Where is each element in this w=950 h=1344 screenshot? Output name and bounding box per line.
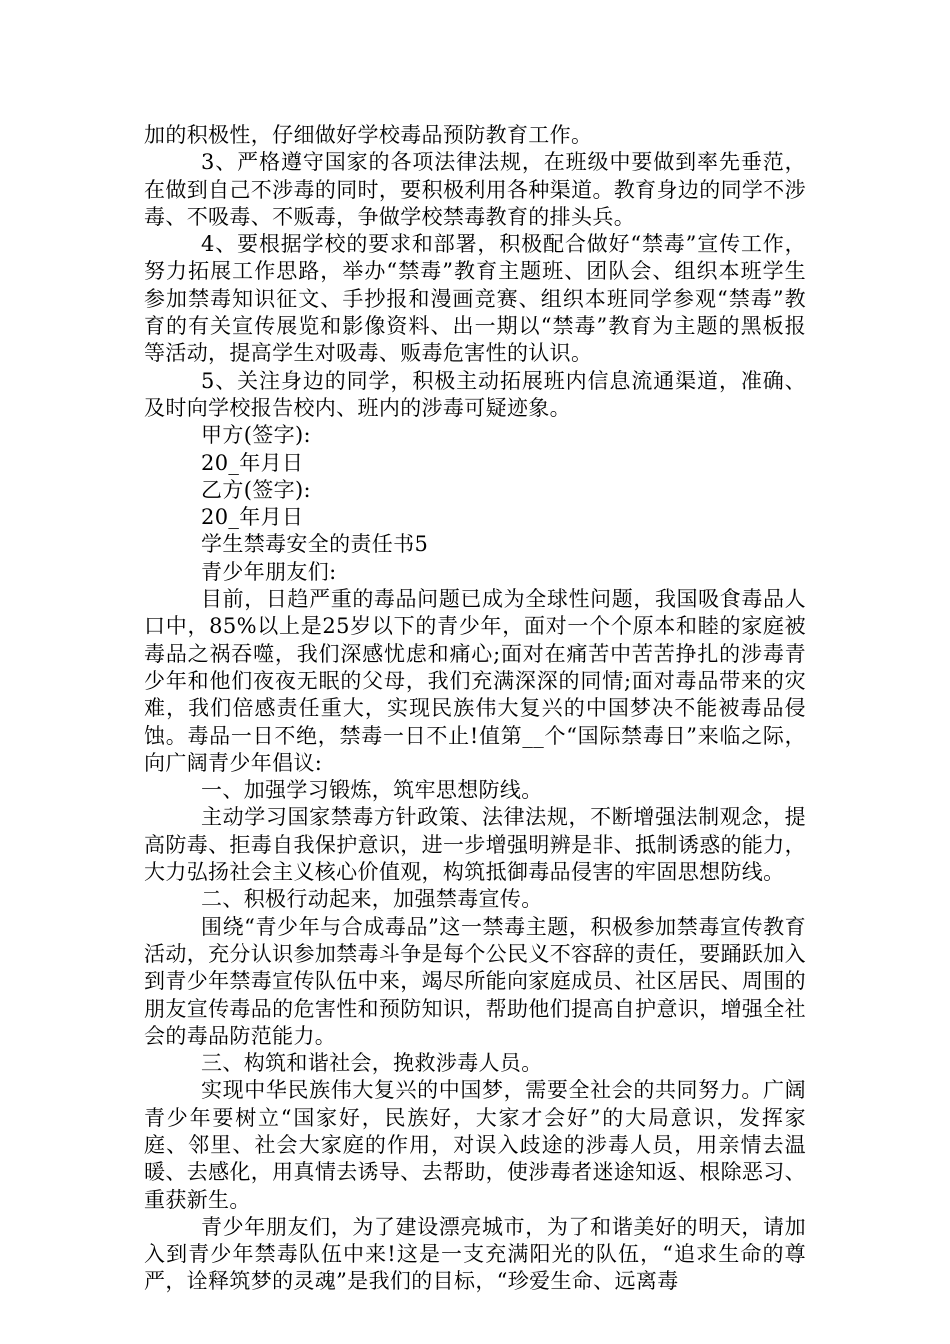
paragraph: 乙方(签字): xyxy=(201,477,311,502)
paragraph: 围绕“青少年与合成毒品”这一禁毒主题，积极参加禁毒宣传教育活动，充分认识参加禁毒斗争是每个公民义不容辞的责任，要踊跃加入到青少年禁毒宣传队伍中来，竭尽所能向家庭成员、社区居民、周围的朋友宣传毒品的危害性和预防知识，帮助他们提高自护意识，增强全社会的毒品防范能力。 xyxy=(144,914,806,1048)
paragraph: 甲方(签字): xyxy=(201,423,311,448)
paragraph: 加的积极性，仔细做好学校毒品预防教育工作。 xyxy=(144,123,593,147)
paragraph: 3、严格遵守国家的各项法律法规，在班级中要做到率先垂范，在做到自己不涉毒的同时，要积极利用各种渠道。教育身边的同学不涉毒、不吸毒、不贩毒，争做学校禁毒教育的排头兵。 xyxy=(144,150,806,229)
paragraph: 5、关注身边的同学，积极主动拓展班内信息流通渠道，准确、及时向学校报告校内、班内的涉毒可疑迹象。 xyxy=(144,368,806,420)
paragraph: 三、构筑和谐社会，挽救涉毒人员。 xyxy=(201,1051,543,1076)
paragraph: 二、积极行动起来，加强禁毒宣传。 xyxy=(201,887,543,912)
paragraph: 目前，日趋严重的毒品问题已成为全球性问题，我国吸食毒品人口中，85%以上是25岁以下的青少年，面对一个个原本和睦的家庭被毒品之祸吞噬，我们深感忧虑和痛心;面对在痛苦中苦苦挣扎的涉毒青少年和他们夜夜无眠的父母，我们充满深深的同情;面对毒品带来的灾难，我们倍感责任重大，实现民族伟大复兴的中国梦决不能被毒品侵蚀。毒品一日不绝，禁毒一日不止!值第__个“国际禁毒日”来临之际，向广阔青少年倡议: xyxy=(144,587,806,775)
paragraph: 学生禁毒安全的责任书5 xyxy=(201,532,429,557)
paragraph: 主动学习国家禁毒方针政策、法律法规，不断增强法制观念，提高防毒、拒毒自我保护意识，进一步增强明辨是非、抵制诱惑的能力，大力弘扬社会主义核心价值观，构筑抵御毒品侵害的牢固思想防线。 xyxy=(144,805,806,885)
paragraph: 青少年朋友们: xyxy=(201,559,337,584)
paragraph: 青少年朋友们，为了建设漂亮城市，为了和谐美好的明天，请加入到青少年禁毒队伍中来!这是一支充满阳光的队伍，“追求生命的尊严，诠释筑梦的灵魂”是我们的目标，“珍爱生命、远离毒 xyxy=(144,1214,806,1294)
document-body xyxy=(144,122,806,1296)
paragraph: 20_年月日 xyxy=(201,505,304,530)
paragraph: 20_年月日 xyxy=(201,450,304,475)
paragraph: 4、要根据学校的要求和部署，积极配合做好“禁毒”宣传工作，努力拓展工作思路，举办“禁毒”教育主题班、团队会、组织本班学生参加禁毒知识征文、手抄报和漫画竞赛、组织本班同学参观“禁毒”教育的有关宣传展览和影像资料、出一期以“禁毒”教育为主题的黑板报等活动，提高学生对吸毒、贩毒危害性的认识。 xyxy=(144,232,806,366)
paragraph: 一、加强学习锻炼，筑牢思想防线。 xyxy=(201,778,543,803)
paragraph: 实现中华民族伟大复兴的中国梦，需要全社会的共同努力。广阔青少年要树立“国家好，民族好，大家才会好”的大局意识，发挥家庭、邻里、社会大家庭的作用，对误入歧途的涉毒人员，用亲情去温暖、去感化，用真情去诱导、去帮助，使涉毒者迷途知返、根除恶习、重获新生。 xyxy=(144,1078,806,1212)
